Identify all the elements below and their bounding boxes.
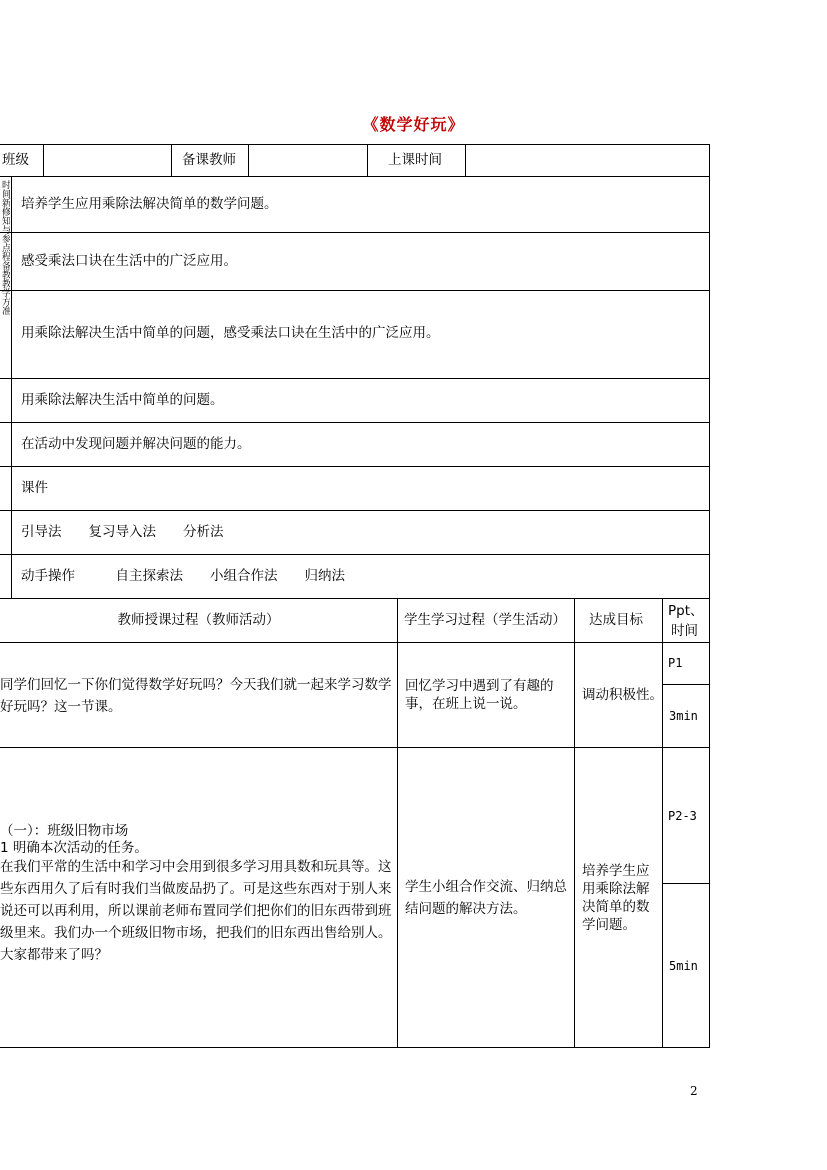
row1-student-activity: 回忆学习中遇到了有趣的事，在班上说一说。 bbox=[405, 678, 554, 712]
row1-teacher-activity: 同学们回忆一下你们觉得数学好玩吗？今天我们就一起来学习数学好玩吗？这一节课。 bbox=[0, 677, 392, 715]
info-row-learning-methods: 动手操作 自主探索法 小组合作法 归纳法 bbox=[21, 568, 345, 584]
row2-student-activity: 学生小组合作交流、归纳总结问题的解决方法。 bbox=[405, 879, 567, 917]
row1-goal: 调动积极性。 bbox=[582, 687, 663, 703]
goal-header: 达成目标 bbox=[589, 612, 643, 628]
teacher-label: 备课教师 bbox=[182, 152, 236, 168]
class-label: 班级 bbox=[2, 152, 29, 168]
student-activity-header: 学生学习过程（学生活动） bbox=[404, 612, 566, 628]
info-row-materials: 课件 bbox=[21, 480, 48, 496]
page-title: 《数学好玩》 bbox=[362, 115, 465, 134]
teacher-activity-header: 教师授课过程（教师活动） bbox=[117, 612, 280, 628]
ppt-header-line2: 时间 bbox=[671, 623, 698, 639]
info-row-difficulty: 用乘除法解决生活中简单的问题。 bbox=[21, 392, 224, 408]
class-time-label: 上课时间 bbox=[388, 152, 442, 168]
info-row-emotion: 感受乘法口诀在生活中的广泛应用。 bbox=[21, 253, 237, 269]
row2-teacher-paragraph: 在我们平常的生活中和学习中会用到很多学习用具数和玩具等。这些东西用久了后有时我们当做废品扔了。可是这些东西对于别人来说还可以再利用，所以课前老师布置同学们把你们的旧东西带到班级里来。我们办一个班级旧物市场，把我们的旧东西出售给别人。大家都带来了吗？ bbox=[0, 859, 392, 963]
ppt-header-line1: Ppt、 bbox=[668, 603, 704, 619]
row2-section-title: （一）：班级旧物市场 bbox=[0, 823, 129, 839]
left-stub-labels: 时间新修知与参点程备教教学方准 bbox=[0, 180, 10, 315]
page-number: 2 bbox=[690, 1084, 698, 1098]
info-row-goal: 培养学生应用乘除法解决简单的数学问题。 bbox=[21, 196, 278, 212]
row2-ppt: P2-3 bbox=[668, 809, 697, 823]
info-row-keypoint: 用乘除法解决生活中简单的问题，感受乘法口诀在生活中的广泛应用。 bbox=[21, 325, 440, 341]
row2-goal: 培养学生应用乘除法解决简单的数学问题。 bbox=[582, 863, 650, 933]
row1-time: 3min bbox=[669, 709, 698, 723]
info-row-teaching-methods: 引导法 复习导入法 分析法 bbox=[21, 524, 224, 540]
info-row-ability: 在活动中发现问题并解决问题的能力。 bbox=[21, 436, 251, 452]
row2-task: 1 明确本次活动的任务。 bbox=[0, 840, 148, 856]
row2-time: 5min bbox=[669, 959, 698, 973]
row1-ppt: P1 bbox=[668, 656, 683, 670]
